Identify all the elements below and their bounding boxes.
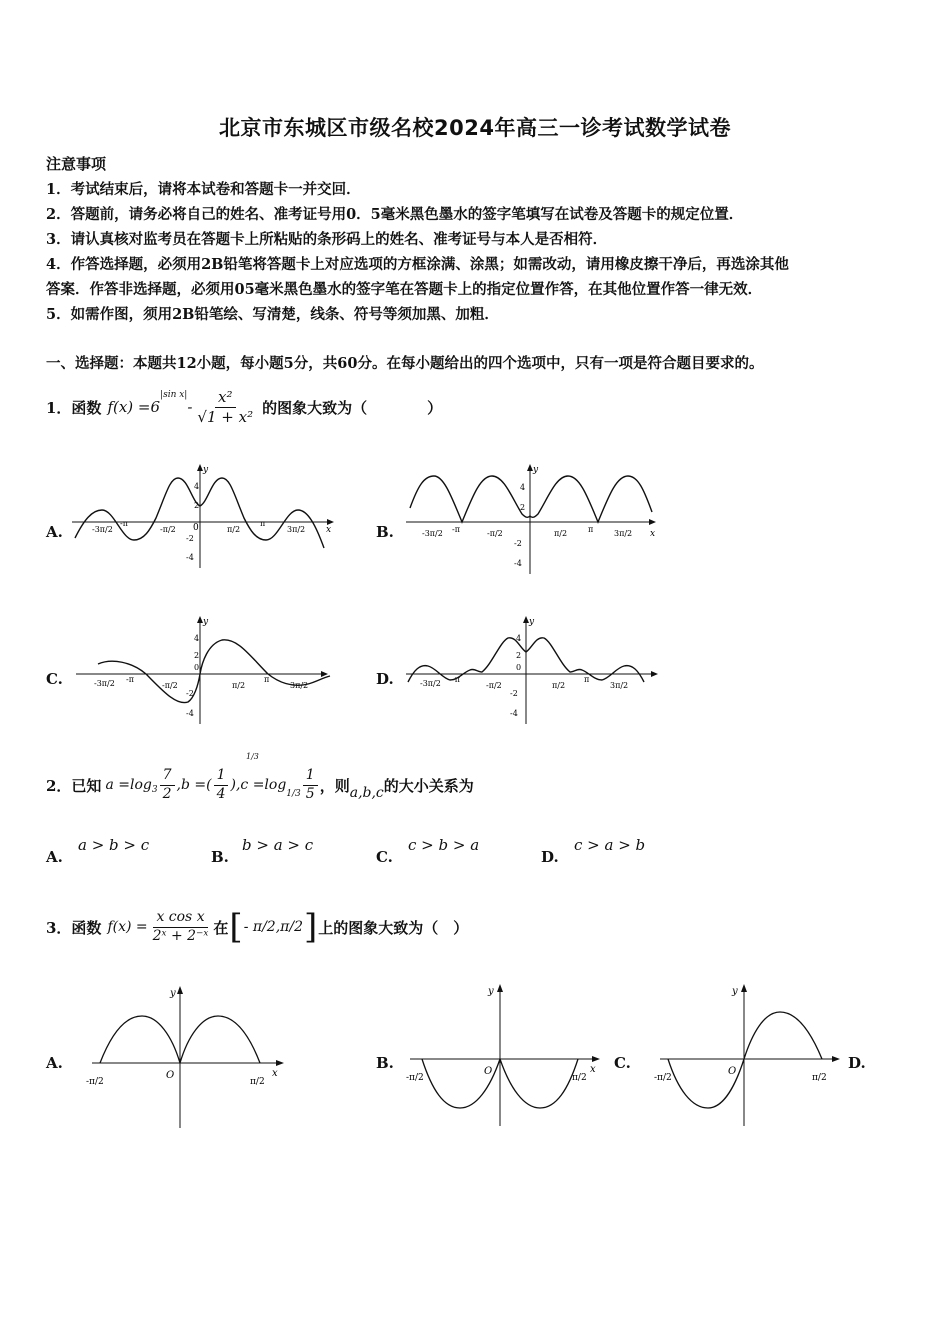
q1a-x-3pi2: 3π/2	[287, 525, 306, 534]
q1b-y-label: y	[533, 465, 539, 475]
q2-a-den: 2	[162, 785, 172, 802]
q3-option-c-label[interactable]: C.	[614, 1054, 631, 1072]
q3-num: x cos x	[153, 909, 207, 928]
q2-c-num: 1	[303, 767, 318, 786]
q3a-y-label: y	[170, 988, 176, 999]
q3b-origin: O	[484, 1066, 493, 1077]
q1c-y-label: y	[203, 617, 209, 627]
q1d-y-label: y	[529, 617, 535, 627]
notice-item-5: 5．如需作图，须用2B铅笔绘、写清楚，线条、符号等须加黑、加粗．	[46, 306, 499, 323]
q1a-x-pi2: π/2	[227, 525, 241, 534]
q1c-zero: 0	[194, 663, 200, 672]
q1a-x-mpi: -π	[120, 519, 128, 528]
q1a-tick-2: 2	[194, 501, 200, 510]
q1a-x-m3pi2: -3π/2	[92, 525, 113, 534]
q3b-pi2: π/2	[572, 1073, 587, 1083]
q1c-tick-4: 4	[194, 634, 200, 643]
q3-den: 2ˣ + 2⁻ˣ	[152, 927, 209, 944]
exam-title: 北京市东城区市级名校2024年高三一诊考试数学试卷	[219, 116, 731, 140]
q2-a-lhs: a =log	[105, 777, 152, 793]
q1b-tick-4: 4	[520, 483, 526, 492]
q2-b-den: 4	[216, 785, 226, 802]
q1-graph-a[interactable]	[72, 460, 342, 570]
q1a-y-label: y	[203, 465, 209, 475]
q3c-curve	[668, 1012, 822, 1108]
q3-option-b-label[interactable]: B.	[376, 1054, 394, 1072]
question-3: 3．函数 f(x) = $\frac{\text{x cos x}}{\text{2ˣ + 2⁻ˣ}}$ 在 [ - π/2 , π/2 ] 上的图象大致为（ ）	[46, 907, 469, 947]
q1a-tick-4: 4	[194, 482, 200, 491]
q2-b-lhs: ,b =(	[176, 777, 212, 793]
q2-c-den: 5	[305, 785, 315, 802]
q1c-x-3pi2: 3π/2	[290, 681, 309, 690]
q1d-x-mpi: -π	[452, 675, 460, 684]
q1d-x-pi2: π/2	[552, 681, 566, 690]
q1d-tick-m2: -2	[510, 689, 518, 698]
q1-option-b-label[interactable]: B.	[376, 523, 394, 541]
q1a-x-label: x	[326, 525, 332, 535]
q1c-x-mpi2: -π/2	[162, 681, 178, 690]
q1-option-c-label[interactable]: C.	[46, 670, 63, 688]
q1c-tick-2: 2	[194, 651, 200, 660]
q1a-tick-m4: -4	[186, 553, 194, 562]
q1b-tick-m4: -4	[514, 559, 522, 568]
q3a-origin: O	[166, 1070, 175, 1081]
q3-fraction	[150, 909, 212, 945]
q1b-x-m3pi2: -3π/2	[422, 529, 443, 538]
q1b-x-pi2: π/2	[554, 529, 568, 538]
notice-heading: 注意事项	[46, 155, 107, 173]
q1a-x-pi: π	[260, 519, 266, 528]
q1b-curve	[410, 476, 652, 522]
q2-option-a-label[interactable]: A.	[46, 848, 63, 866]
q3b-x-label: x	[590, 1064, 596, 1075]
q1b-tick-2: 2	[520, 503, 526, 512]
q2-b-exp: 1/3	[246, 752, 259, 761]
q1b-tick-m2: -2	[514, 539, 522, 548]
q3-prefix: 3．函数	[46, 918, 102, 937]
q1-option-a-label[interactable]: A.	[46, 523, 63, 541]
q1c-x-pi: π	[264, 675, 270, 684]
q1-fraction	[194, 388, 256, 427]
q3-interval-left: - π/2	[243, 919, 276, 935]
section-heading: 一、选择题：本题共12小题，每小题5分，共60分。在每小题给出的四个选项中，只有一项是符合题目要求的。	[46, 355, 764, 372]
q1-suffix: 的图象大致为（ ）	[262, 398, 443, 417]
q2-suffix: 的大小关系为	[383, 776, 474, 795]
q1d-tick-m4: -4	[510, 709, 518, 718]
q2-c-lhs: ),c =log	[230, 777, 287, 793]
q1-graph-d[interactable]	[402, 612, 664, 727]
q3-in: 在	[213, 918, 229, 937]
q1a-zero: 0	[193, 523, 199, 533]
q3c-pi2: π/2	[812, 1073, 827, 1083]
q1c-x-m3pi2: -3π/2	[94, 679, 115, 688]
q2-c-frac	[303, 767, 318, 803]
q1c-tick-m4: -4	[186, 709, 194, 718]
q2-option-d-expr[interactable]: c > a > b	[574, 836, 646, 854]
question-1	[46, 382, 442, 432]
q3-graph-b[interactable]	[404, 980, 608, 1130]
q1c-tick-m2: -2	[186, 689, 194, 698]
q1c-x-mpi: -π	[126, 675, 134, 684]
q3-bracket-left: [	[229, 907, 243, 947]
notice-item-1: 1．考试结束后，请将本试卷和答题卡一并交回．	[46, 181, 361, 198]
q3c-y-label: y	[732, 986, 738, 997]
q1d-x-3pi2: 3π/2	[610, 681, 629, 690]
q3-graph-c[interactable]	[652, 980, 848, 1130]
q3a-x-label: x	[272, 1068, 278, 1079]
q3b-y-label: y	[488, 986, 494, 997]
q1-f: f(x) =6	[107, 398, 161, 416]
q1c-curve	[98, 640, 330, 703]
notice-item-4-cont: 答案．作答非选择题，必须用05毫米黑色墨水的签字笔在答题卡上的指定位置作答，在其他位置作答一律无效．	[46, 281, 763, 298]
q1-prefix: 1．函数	[46, 398, 102, 417]
q1b-x-pi: π	[588, 525, 594, 534]
q1-minus: -	[187, 398, 193, 416]
q1a-tick-m2: -2	[186, 534, 194, 543]
q1-exp: |sin x|	[160, 390, 188, 400]
q2-a-frac	[160, 767, 175, 803]
q1-option-d-label[interactable]: D.	[376, 670, 394, 688]
q1d-x-pi: π	[584, 675, 590, 684]
q1b-x-mpi: -π	[452, 525, 460, 534]
q3-option-a-label[interactable]: A.	[46, 1054, 63, 1072]
notice-item-3: 3．请认真核对监考员在答题卡上所粘贴的条形码上的姓名、准考证号与本人是否相符．	[46, 231, 608, 248]
q2-option-b-expr[interactable]: b > a > c	[242, 836, 314, 854]
q2-option-c-label[interactable]: C.	[376, 848, 393, 866]
q1-graph-b[interactable]	[402, 460, 664, 580]
q3-suffix: 上的图象大致为（ ）	[318, 918, 469, 937]
q1b-x-label: x	[650, 529, 656, 539]
q1d-zero: 0	[516, 663, 522, 672]
q2-b-frac	[214, 767, 229, 803]
q1d-tick-2: 2	[516, 651, 522, 660]
q3c-neg-pi2: -π/2	[654, 1073, 672, 1083]
notice-item-4: 4．作答选择题，必须用2B铅笔将答题卡上对应选项的方框涂满、涂黑；如需改动，请用橡皮擦干净后，再选涂其他	[46, 256, 789, 273]
q3-f: f(x) =	[107, 919, 148, 935]
q2-vars: a,b,c	[349, 785, 384, 801]
q2-option-a-expr[interactable]: a > b > c	[78, 836, 150, 854]
q2-option-d-label[interactable]: D.	[541, 848, 559, 866]
q1b-x-3pi2: 3π/2	[614, 529, 633, 538]
q2-c-base: 1/3	[286, 789, 301, 799]
q2-a-num: 7	[160, 767, 175, 786]
q2-option-b-label[interactable]: B.	[211, 848, 229, 866]
q1c-x-pi2: π/2	[232, 681, 246, 690]
q3c-origin: O	[728, 1066, 737, 1077]
q1-num: x²	[215, 388, 235, 408]
q1-graph-c[interactable]	[72, 612, 342, 727]
q1d-tick-4: 4	[516, 634, 522, 643]
q3-graph-a[interactable]	[86, 982, 296, 1132]
q2-then: ，则	[319, 776, 350, 795]
q1b-x-mpi2: -π/2	[487, 529, 503, 538]
q3-interval-right: π/2	[280, 919, 303, 935]
question-2	[46, 755, 474, 815]
q2-b-num: 1	[214, 767, 229, 786]
q3a-pi2: π/2	[250, 1077, 265, 1087]
q3b-neg-pi2: -π/2	[406, 1073, 424, 1083]
q1d-x-m3pi2: -3π/2	[420, 679, 441, 688]
q1d-x-mpi2: -π/2	[486, 681, 502, 690]
q3-option-d-label[interactable]: D.	[848, 1054, 866, 1072]
q3a-neg-pi2: -π/2	[86, 1077, 104, 1087]
notice-item-2: 2．答题前，请务必将自己的姓名、准考证号用0．5毫米黑色墨水的签字笔填写在试卷及答题卡的规定位置．	[46, 206, 744, 223]
q1-den: √1 + x²	[197, 407, 254, 426]
q1a-x-mpi2: -π/2	[160, 525, 176, 534]
q2-a-base: 3	[151, 785, 158, 795]
q2-prefix: 2．已知	[46, 776, 102, 795]
q3-bracket-right: ]	[303, 907, 318, 947]
q2-option-c-expr[interactable]: c > b > a	[408, 836, 480, 854]
